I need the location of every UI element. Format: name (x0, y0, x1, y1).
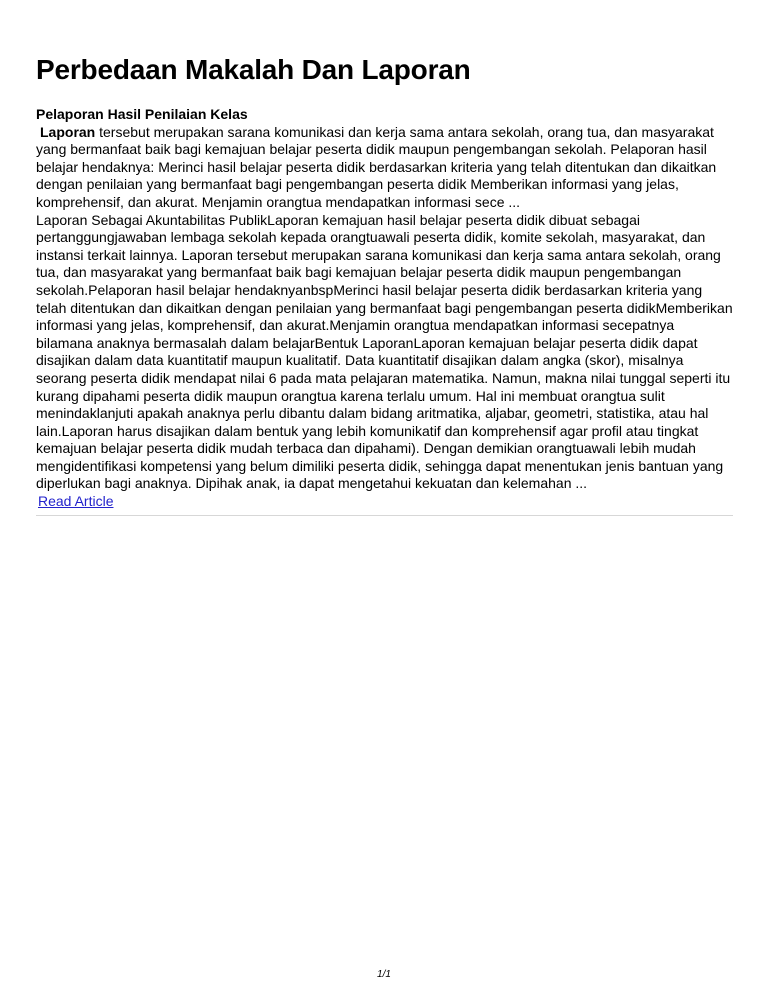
article-divider (36, 515, 733, 516)
page-number: 1/1 (377, 969, 391, 980)
article-paragraph-2: Laporan Sebagai Akuntabilitas PublikLaporan kemajuan hasil belajar peserta didik dibuat sebagai pertanggungjawaban lembaga sekolah kepada orangtuawali peserta didik, komite sekolah, masyarakat, dan instansi terkait lainnya. Laporan tersebut merupakan sarana komunikasi dan kerja sama antara sekolah, orang tua, dan masyarakat yang bermanfaat baik bagi kemajuan belajar peserta didik maupun pengembangan sekolah.Pelaporan hasil belajar hendaknyanbspMerinci hasil belajar peserta didik berdasarkan kriteria yang telah ditentukan dan dikaitkan dengan penilaian yang bermanfaat bagi pengembangan peserta didikMemberikan informasi yang jelas, komprehensif, dan akurat.Menjamin orangtua mendapatkan informasi secepatnya bilamana anaknya bermasalah dalam belajarBentuk LaporanLaporan kemajuan belajar peserta didik dapat disajikan dalam data kuantitatif maupun kualitatif. Data kuantitatif disajikan dalam angka (skor), misalnya seorang peserta didik mendapat nilai 6 pada mata pelajaran matematika. Namun, makna nilai tunggal seperti itu kurang dipahami peserta didik maupun orangtua karena terlalu umum. Hal ini membuat orangtua sulit menindaklanjuti apakah anaknya perlu dibantu dalam bidang aritmatika, aljabar, geometri, statistika, atau hal lain.Laporan harus disajikan dalam bentuk yang lebih komunikatif dan komprehensif agar profil atau tingkat kemajuan belajar peserta didik mudah terbaca dan dipahami). Dengan demikian orangtuawali lebih mudah mengidentifikasi kompetensi yang belum dimiliki peserta didik, sehingga dapat menentukan jenis bantuan yang diperlukan bagi anaknya. Dipihak anak, ia dapat mengetahui kekuatan dan kelemahan ... (36, 211, 733, 492)
article-paragraph-1-text: tersebut merupakan sarana komunikasi dan kerja sama antara sekolah, orang tua, dan masyarakat yang bermanfaat baik bagi kemajuan belajar peserta didik maupun pengembangan sekolah. Pelaporan hasil belajar hendaknya: Merinci hasil belajar peserta didik berdasarkan kriteria yang telah ditentukan dan dikaitkan dengan penilaian yang bermanfaat bagi pengembangan peserta didik Memberikan informasi yang jelas, komprehensif, dan akurat. Menjamin orangtua mendapatkan informasi sece ... (36, 123, 717, 210)
article-paragraph-1 (36, 124, 733, 212)
article-entry (36, 106, 733, 516)
page-title: Perbedaan Makalah Dan Laporan (36, 54, 471, 85)
read-article-link[interactable]: Read Article (38, 493, 114, 510)
article-lead-word: Laporan (40, 123, 96, 140)
article-heading: Pelaporan Hasil Penilaian Kelas (36, 106, 248, 122)
document-page (36, 52, 733, 523)
